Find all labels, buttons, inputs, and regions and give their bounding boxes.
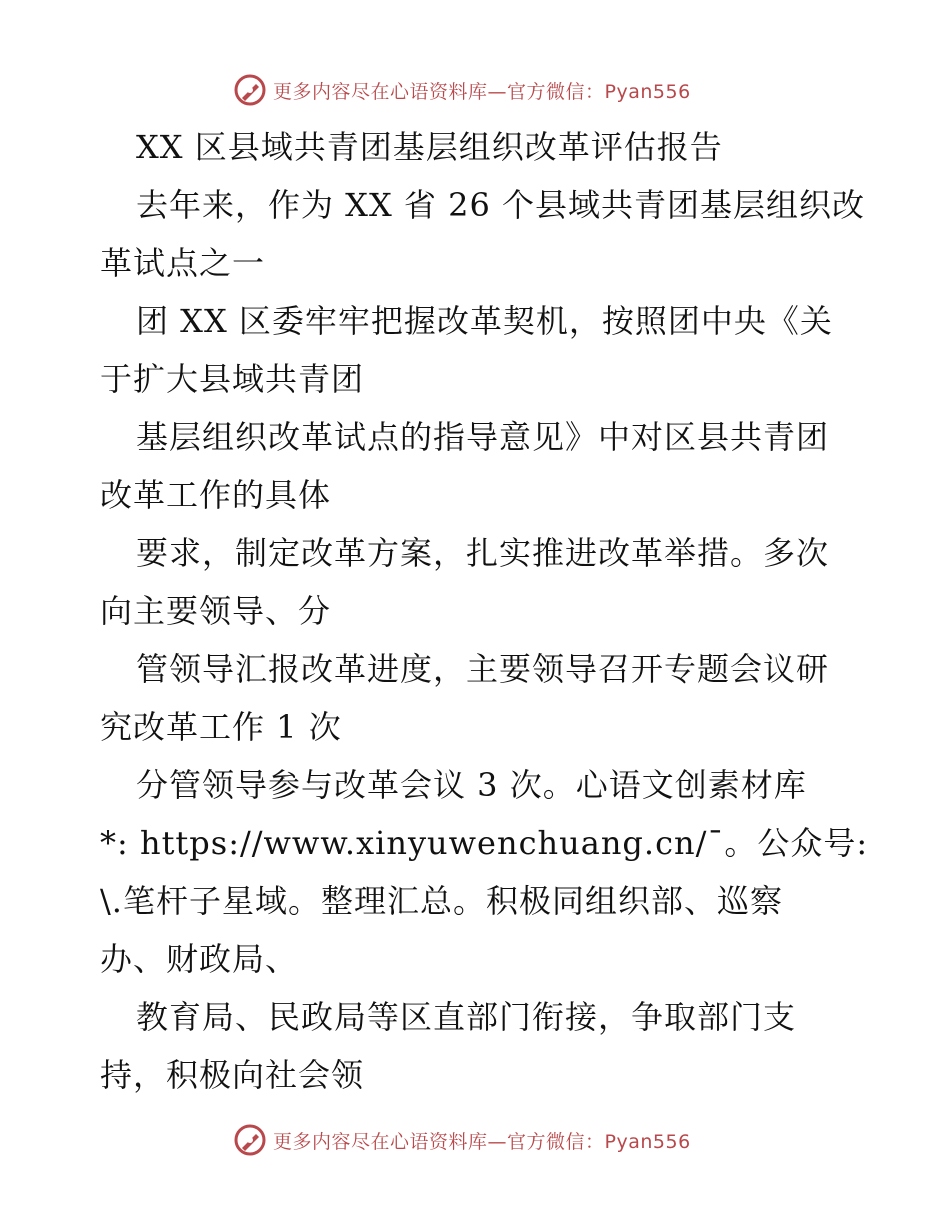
text-line: 持，积极向社会领 (100, 1056, 365, 1094)
text-line: 基层组织改革试点的指导意见》中对区县共青团 (136, 418, 830, 456)
text-line: 向主要领导、分 (100, 592, 332, 630)
text-line: \.笔杆子星域。整理汇总。积极同组织部、巡察 (100, 882, 783, 920)
text-line: 去年来，作为 XX 省 26 个县域共青团基层组织改 (136, 186, 865, 224)
text-line: 办、财政局、 (100, 940, 299, 978)
text-line: 分管领导参与改革会议 3 次。心语文创素材库 (136, 766, 807, 804)
pen-logo-icon (233, 1123, 267, 1157)
header-banner (233, 70, 753, 110)
text-line: *: https://www.xinyuwenchuang.cn/¯。公众号: (100, 824, 869, 862)
pen-logo-icon (233, 73, 267, 107)
text-line: 革试点之一 (100, 244, 266, 282)
banner-text: 更多内容尽在心语资料库—官方微信：Pyan556 (273, 1130, 691, 1153)
text-line: 究改革工作 1 次 (100, 708, 342, 746)
banner-text: 更多内容尽在心语资料库—官方微信：Pyan556 (273, 80, 691, 103)
text-line: 管领导汇报改革进度，主要领导召开专题会议研 (136, 650, 830, 688)
text-line: 团 XX 区委牢牢把握改革契机，按照团中央《关 (136, 302, 833, 340)
text-line: 于扩大县域共青团 (100, 360, 365, 398)
text-line: 要求，制定改革方案，扎实推进改革举措。多次 (136, 534, 830, 572)
text-line: XX 区县域共青团基层组织改革评估报告 (136, 128, 723, 166)
document-body (100, 118, 869, 1104)
text-line: 教育局、民政局等区直部门衔接，争取部门支 (136, 998, 797, 1036)
footer-banner (233, 1120, 753, 1160)
text-line: 改革工作的具体 (100, 476, 332, 514)
